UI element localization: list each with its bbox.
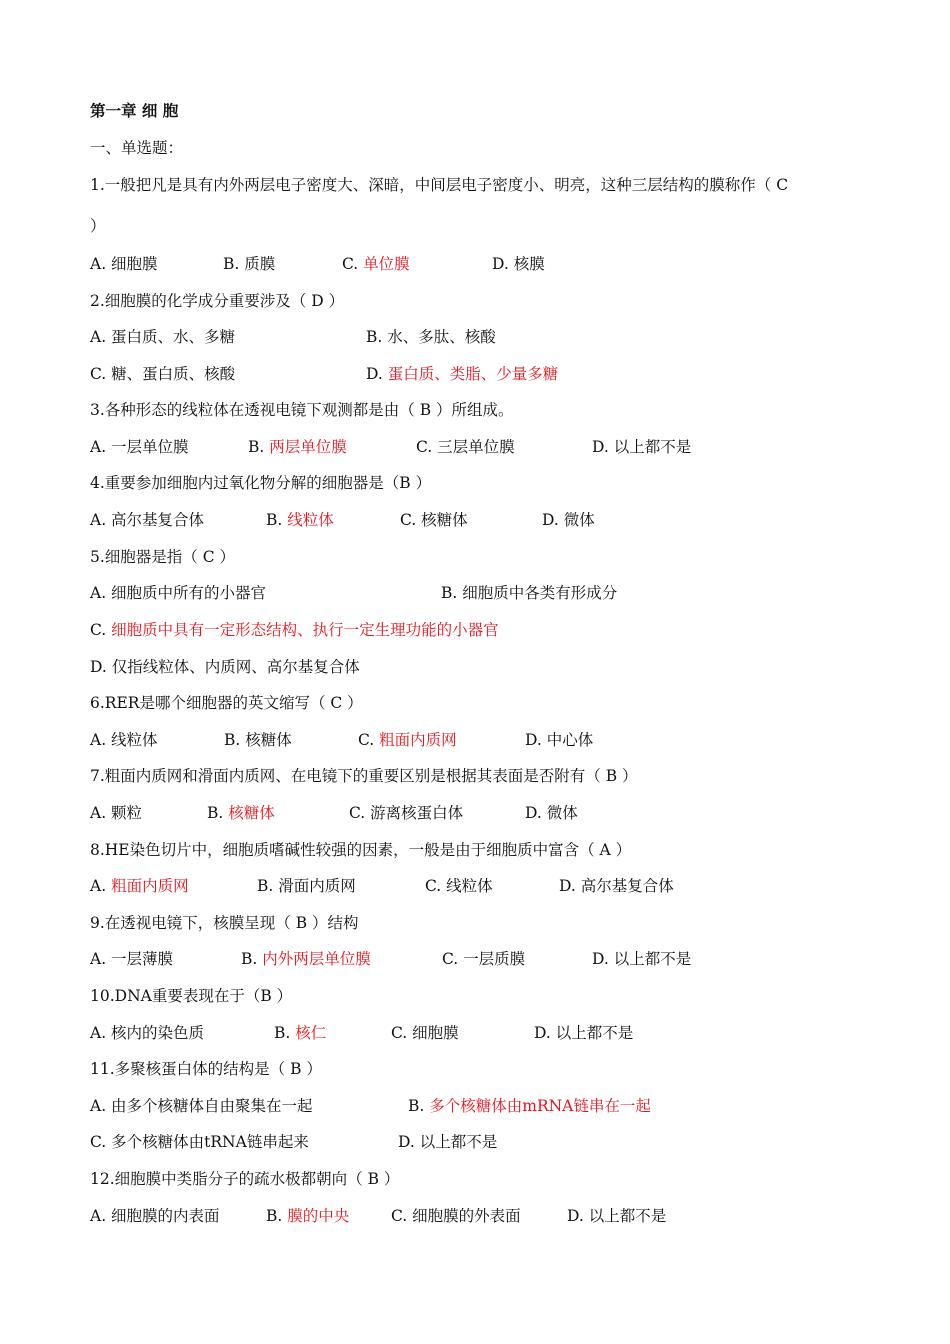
question-12-stem: 12.细胞膜中类脂分子的疏水极都朝向（ B ）	[90, 1170, 400, 1188]
option: A. 蛋白质、水、多糖	[90, 328, 236, 346]
option-prefix: C.	[358, 731, 380, 749]
option-prefix: C.	[342, 255, 364, 273]
option-prefix: B.	[408, 1097, 430, 1115]
option-prefix: B.	[266, 511, 288, 529]
option: A. 核内的染色质	[90, 1024, 205, 1042]
question-1-stem-end: ）	[90, 217, 106, 235]
option-correct	[90, 875, 189, 897]
answer-text: 线粒体	[287, 511, 334, 529]
option: B. 细胞质中各类有形成分	[441, 584, 618, 602]
answer-text: 蛋白质、类脂、少量多糖	[387, 365, 559, 383]
option: A. 一层单位膜	[90, 438, 189, 456]
answer-text: 两层单位膜	[269, 438, 347, 456]
option-correct	[266, 509, 334, 531]
option: D. 以上都不是	[398, 1133, 498, 1151]
answer-text: 多个核糖体由mRNA链串在一起	[429, 1097, 651, 1115]
question-4-stem: 4.重要参加细胞内过氧化物分解的细胞器是（B ）	[90, 474, 432, 492]
option-prefix: B.	[248, 438, 270, 456]
answer-text: 单位膜	[363, 255, 410, 273]
option-prefix: B.	[274, 1024, 296, 1042]
option-correct	[266, 1205, 349, 1227]
option-prefix: D.	[366, 365, 388, 383]
option-prefix: B.	[207, 804, 229, 822]
question-7-stem: 7.粗面内质网和滑面内质网、在电镜下的重要区别是根据其表面是否附有（ B ）	[90, 767, 638, 785]
option: D. 高尔基复合体	[559, 877, 674, 895]
answer-text: 膜的中央	[287, 1207, 350, 1225]
option: A. 颗粒	[90, 804, 143, 822]
option: B. 核糖体	[224, 731, 292, 749]
option: A. 细胞质中所有的小器官	[90, 584, 267, 602]
option: D. 以上都不是	[592, 438, 692, 456]
option: C. 糖、蛋白质、核酸	[90, 365, 236, 383]
option: A. 细胞膜的内表面	[90, 1207, 220, 1225]
answer-text: 内外两层单位膜	[262, 950, 371, 968]
option: C. 细胞膜的外表面	[391, 1207, 521, 1225]
option-prefix: B.	[266, 1207, 288, 1225]
question-8-stem: 8.HE染色切片中，细胞质嗜碱性较强的因素，一般是由于细胞质中富含（ A ）	[90, 841, 632, 859]
option-correct	[207, 802, 275, 824]
option-correct	[274, 1022, 326, 1044]
option: D. 仅指线粒体、内质网、高尔基复合体	[90, 658, 360, 676]
chapter-title: 第一章 细 胞	[90, 101, 179, 120]
option: C. 三层单位膜	[416, 438, 515, 456]
question-5-stem: 5.细胞器是指（ C ）	[90, 548, 236, 566]
option: A. 线粒体	[90, 731, 158, 749]
option: B. 水、多肽、核酸	[366, 328, 496, 346]
option: D. 微体	[542, 511, 595, 529]
answer-text: 核仁	[295, 1024, 327, 1042]
option: C. 线粒体	[425, 877, 493, 895]
question-1-stem: 1.一般把凡是具有内外两层电子密度大、深暗，中间层电子密度小、明亮，这种三层结构的膜称作（ C	[90, 176, 789, 194]
option: A. 细胞膜	[90, 255, 158, 273]
option: C. 多个核糖体由tRNA链串起来	[90, 1133, 309, 1151]
section-heading: 一、单选题：	[90, 139, 184, 157]
answer-text: 细胞质中具有一定形态结构、执行一定生理功能的小器官	[111, 621, 499, 639]
question-9-stem: 9.在透视电镜下，核膜呈现（ B ）结构	[90, 914, 359, 932]
question-2-stem: 2.细胞膜的化学成分重要涉及（ D ）	[90, 292, 345, 310]
question-6-stem: 6.RER是哪个细胞器的英文缩写（ C ）	[90, 694, 363, 712]
option-correct	[248, 436, 347, 458]
answer-text: 粗面内质网	[379, 731, 457, 749]
option: B. 质膜	[223, 255, 276, 273]
option: C. 一层质膜	[442, 950, 526, 968]
option: D. 以上都不是	[592, 950, 692, 968]
option: C. 核糖体	[400, 511, 468, 529]
option: A. 高尔基复合体	[90, 511, 205, 529]
question-10-stem: 10.DNA重要表现在于（B ）	[90, 987, 293, 1005]
option-correct	[241, 948, 371, 970]
option-prefix: B.	[241, 950, 263, 968]
option-correct	[90, 619, 499, 641]
option: D. 以上都不是	[567, 1207, 667, 1225]
option: C. 游离核蛋白体	[349, 804, 464, 822]
option: D. 中心体	[525, 731, 594, 749]
option-prefix: A.	[90, 877, 112, 895]
option: D. 微体	[525, 804, 578, 822]
option: D. 以上都不是	[534, 1024, 634, 1042]
answer-text: 粗面内质网	[111, 877, 189, 895]
answer-text: 核糖体	[228, 804, 275, 822]
option-correct	[358, 729, 457, 751]
option-prefix: C.	[90, 621, 112, 639]
option-correct	[342, 253, 410, 275]
option-correct	[366, 363, 558, 385]
option: A. 一层薄膜	[90, 950, 174, 968]
option: A. 由多个核糖体自由聚集在一起	[90, 1097, 313, 1115]
option-correct	[408, 1095, 651, 1117]
option: D. 核膜	[492, 255, 545, 273]
question-11-stem: 11.多聚核蛋白体的结构是（ B ）	[90, 1060, 322, 1078]
option: C. 细胞膜	[391, 1024, 459, 1042]
option: B. 滑面内质网	[257, 877, 356, 895]
question-3-stem: 3.各种形态的线粒体在透视电镜下观测都是由（ B ）所组成。	[90, 401, 514, 419]
